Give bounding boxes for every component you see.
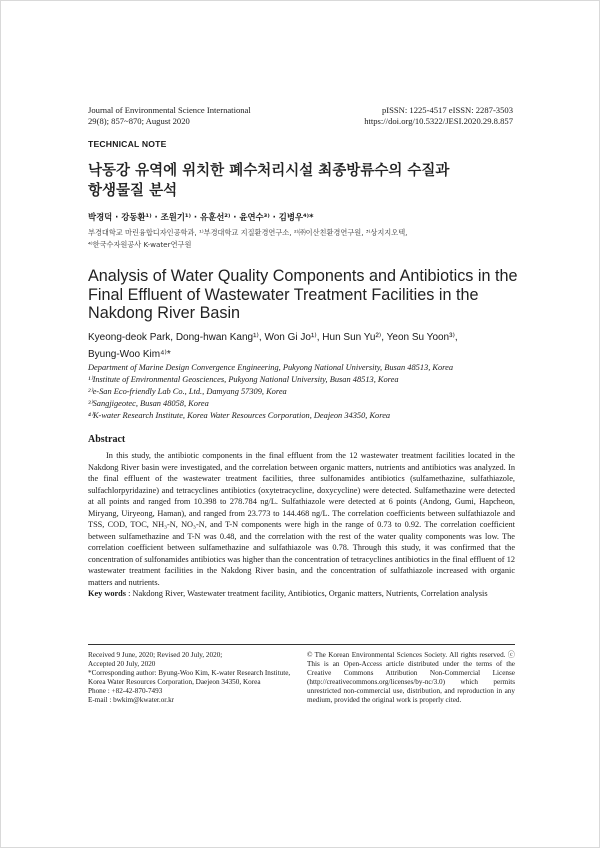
issn: pISSN: 1225-4517 eISSN: 2287-3503 xyxy=(381,105,513,115)
korean-title-line2: 항생물질 분석 xyxy=(88,182,178,199)
journal-name: Journal of Environmental Science International xyxy=(88,105,251,115)
article-type: TECHNICAL NOTE xyxy=(88,139,167,149)
affiliation: ¹⁾Institute of Environmental Geosciences, Pukyong National University, Busan 48513, Korea xyxy=(88,375,399,385)
abstract-heading: Abstract xyxy=(88,434,126,445)
affiliation: ³⁾Sangjigeotec, Busan 48058, Korea xyxy=(88,399,209,409)
doi-link[interactable]: https://doi.org/10.5322/JESI.2020.29.8.857 xyxy=(364,116,513,126)
english-authors-line1: Kyeong-deok Park, Dong-hwan Kang¹⁾, Won Gi Jo¹⁾, Hun Sun Yu²⁾, Yeon Su Yoon³⁾, xyxy=(88,332,458,343)
email-link[interactable]: E-mail : bwkim@kwater.or.kr xyxy=(88,696,175,704)
abstract-text: In this study, the antibiotic components in the final effluent from the 12 wastewater treatment facilities located in the Nakdong River basin were investigated, and the correlation between organic matters, nutrients and antibiotics was analyzed. In the final effluent of the wastewater treatment facilities, three sulfonamides antibiotics (sulfamethazine, sulfathiazole, sulfachlorpyridazine) and tetracyclines antibiotics (oxytetracycline, doxycycline) were detected. Sulfamethazine were detected at all points and ranged from 10.398 to 278.784 ng/L. Sulfathiazole were detected at 6 points (Andong, Gumi, Hapcheon, Miryang, Uiryeong, Haman), and ranged from 23.773 to 144.468 ng/L. The correlation coefficients between sulfathiazole and TSS, COD, TOC, NH₃-N, NO₃-N, and T-N components were high in the range of 0.73 to 0.92. The correlation coefficient between sulfamethazine and T-N was 0.48, and the correlation with the rest of the water quality components was low. The correlation coefficient between sulfamethazine and sulfathiazole was 0.78. Through this study, it was confirmed that the concentration of sulfonamides antibiotics was higher than the concentration of tetracyclines antibiotics in the final effluent of 12 wastewater treatment facilities in the Nakdong River basin, and the concentration of sulfathiazole increased with organic matters and nutrients. xyxy=(88,451,515,587)
footnote-divider xyxy=(88,644,515,645)
korean-title xyxy=(88,161,518,201)
korean-affiliations xyxy=(88,227,528,251)
keywords-text: : Nakdong River, Wastewater treatment facility, Antibiotics, Organic matters, Nutrients, Correlation analysis xyxy=(126,589,488,598)
english-authors-line2: Byung-Woo Kim⁴⁾* xyxy=(88,349,171,360)
korean-affil-line2: ⁴⁾한국수자원공사 K-water연구원 xyxy=(88,240,192,249)
received-dates: Received 9 June, 2020; Revised 20 July, 2020; xyxy=(88,651,223,659)
korean-affil-line1: 부경대학교 마린융합디자인공학과, ¹⁾부경대학교 지질환경연구소, ²⁾㈜이산친환경연구원, ³⁾상지지오텍, xyxy=(88,228,408,237)
keywords-label: Key words xyxy=(88,589,127,598)
keywords xyxy=(88,589,515,598)
accepted-date: Accepted 20 July, 2020 xyxy=(88,660,156,668)
korean-title-line1: 낙동강 유역에 위치한 폐수처리시설 최종방류수의 수질과 xyxy=(88,162,450,179)
english-affiliations xyxy=(88,362,528,422)
affiliation: ²⁾e-San Eco-friendly Lab Co., Ltd., Damyang 57309, Korea xyxy=(88,387,287,397)
journal-header-right xyxy=(364,105,513,127)
korean-authors: 박경덕 · 강동환¹⁾ · 조원기¹⁾ · 유훈선²⁾ · 윤연수³⁾ · 김병우⁴⁾* xyxy=(88,212,314,222)
affiliation: ⁴⁾K-water Research Institute, Korea Water Resources Corporation, Deajeon 34350, Korea xyxy=(88,411,391,421)
phone: Phone : +82-42-870-7493 xyxy=(88,687,163,695)
english-title: Analysis of Water Quality Components and Antibiotics in the Final Effluent of Wastewater Treatment Facilities in the Nakdong River Basin xyxy=(88,267,518,322)
journal-volume: 29(8); 857~870; August 2020 xyxy=(88,116,190,126)
footnote-left xyxy=(88,651,293,705)
english-authors xyxy=(88,329,508,363)
corresponding-address: Korea Water Resources Corporation, Daejeon 34350, Korea xyxy=(88,678,261,686)
journal-header-left xyxy=(88,105,251,127)
corresponding-author: *Corresponding author: Byung-Woo Kim, K-water Research Institute, xyxy=(88,669,291,677)
affiliation: Department of Marine Design Convergence Engineering, Pukyong National University, Busan 48513, Korea xyxy=(88,363,454,372)
license-notice: © The Korean Environmental Sciences Society. All rights reserved. ⓒ This is an Open-Access article distributed under the terms of the Creative Commons Attribution Non-Commercial License (http://creativecommons.org/licenses/by-nc/3.0) which permits unrestricted non-commercial use, distribution, and reproduction in any medium, provided the original work is properly cited. xyxy=(307,651,515,704)
